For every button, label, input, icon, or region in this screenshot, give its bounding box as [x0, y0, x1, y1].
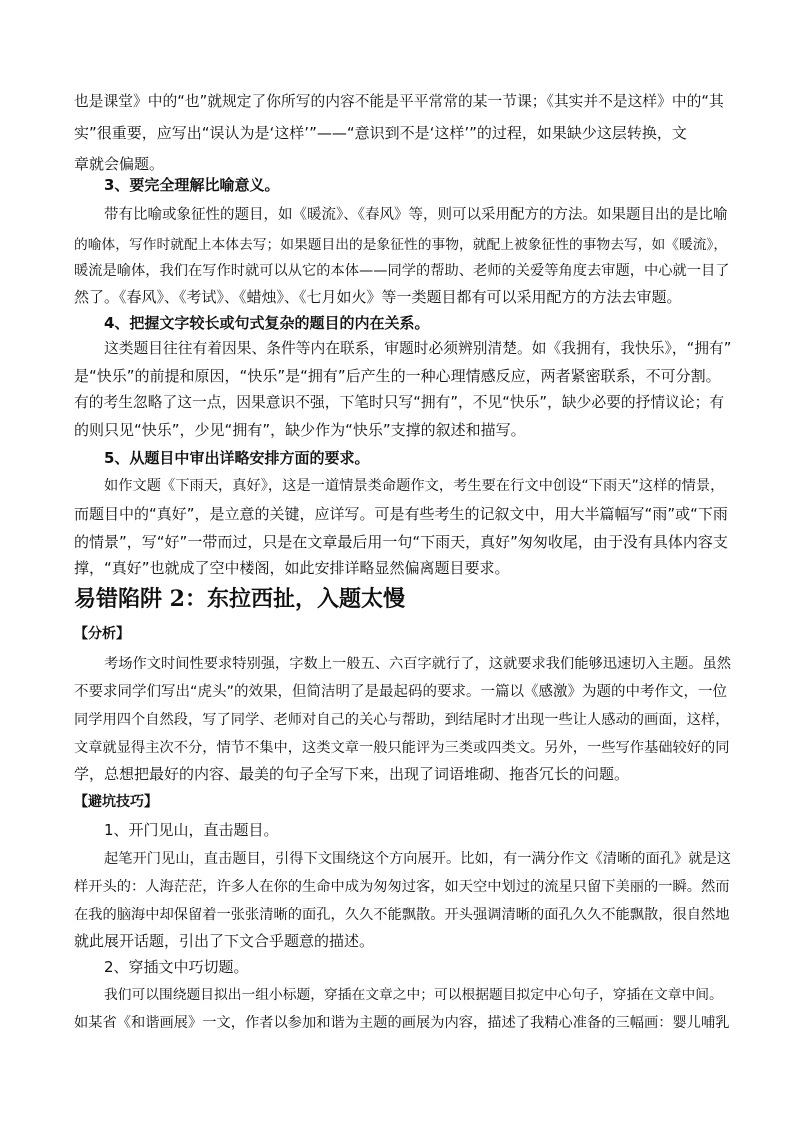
paragraph-line: 这类题目往往有着因果、条件等内在联系，审题时必须辨别清楚。如《我拥有，我快乐》，“拥有”: [104, 340, 732, 357]
paragraph-line: 的则只见“快乐”，少见“拥有”，缺少作为“快乐”支撑的叙述和描写。: [74, 421, 526, 439]
paragraph-line: 文章就显得主次不分，情节不集中，这类文章一般只能评为三类或四类文。另外，一些写作基础较好的同: [74, 740, 730, 756]
paragraph-line: 我们可以围绕题目拟出一组小标题，穿插在文章之中；可以根据题目拟定中心句子，穿插在文章中间。: [104, 987, 723, 1003]
paragraph-line: 的喻体，写作时就配上本体去写；如果题目出的是象征性的事物，就配上被象征性的事物去写，如《暖流》，: [74, 237, 728, 253]
paragraph-line: 考场作文时间性要求特别强，字数上一般五、六百字就行了，这就要求我们能够迅速切入主题。虽然: [104, 656, 732, 672]
section-heading-4: 4、把握文字较长或句式复杂的题目的内在关系。: [104, 314, 430, 332]
analysis-label: 【分析】: [74, 626, 130, 642]
paragraph-line: 同学用四个自然段，写了同学、老师对自己的关心与帮助，到结尾时才出现一些让人感动的画面，这样，: [74, 712, 730, 728]
paragraph-line: 带有比喻或象征性的题目，如《暖流》、《春风》等，则可以采用配方的方法。如果题目出的是比喻: [104, 207, 728, 223]
paragraph-line: 的情景”，写“好”一带而过，只是在文章最后用一句“下雨天，真好”匆匆收尾，由于没有具体内容支: [74, 533, 728, 551]
paragraph-line: 有的考生忽略了这一点，因果意识不强，下笔时只写“拥有”，不见“快乐”，缺少必要的抒情议论；有: [74, 394, 725, 411]
paragraph-line: 不要求同学们写出“虎头”的效果，但简洁明了是最起码的要求。一篇以《感激》为题的中考作文，一位: [74, 684, 728, 700]
paragraph-line: 学，总想把最好的内容、最美的句子全写下来，出现了词语堆砌、拖沓冗长的问题。: [74, 765, 630, 783]
paragraph-line: 而题目中的“真好”，是立意的关键，应详写。可是有些考生的记叙文中，用大半篇幅写“雨”或“下雨: [74, 505, 728, 523]
paragraph-line: 暖流是喻体，我们在写作时就可以从它的本体——同学的帮助、老师的关爱等角度去审题，中心就一目了: [74, 263, 730, 279]
section-heading-3: 3、要完全理解比喻意义。: [104, 176, 280, 194]
paragraph-line: 样开头的：人海茫茫，许多人在你的生命中成为匆匆过客，如天空中划过的流星只留下美丽的一瞬。然而: [74, 879, 730, 895]
paragraph-line: 起笔开门见山，直击题目，引得下文围绕这个方向展开。比如，有一满分作文《清晰的面孔》就是这: [104, 851, 732, 867]
paragraph-line: 然了。《春风》、《考试》、《蜡烛》、《七月如火》等一类题目都有可以采用配方的方法去审题。: [74, 288, 682, 306]
trap-heading: 易错陷阱 2：东拉西扯，入题太慢: [74, 586, 405, 612]
paragraph-line: 也是课堂》中的“也”就规定了你所写的内容不能是平平常常的某一节课；《其实并不是这样》中的“其: [74, 93, 724, 110]
paragraph-line: 在我的脑海中却保留着一张张清晰的面孔，久久不能飘散。开头强调清晰的面孔久久不能飘散，很自然地: [74, 907, 730, 923]
paragraph-line: 如某省《和谐画展》一文，作者以参加和谐为主题的画展为内容，描述了我精心准备的三幅画：婴儿哺乳: [74, 1015, 730, 1031]
paragraph-line: 章就会偏题。: [74, 155, 165, 173]
section-heading-5: 5、从题目中审出详略安排方面的要求。: [104, 449, 370, 467]
paragraph-line: 撑，“真好”也就成了空中楼阁，如此安排详略显然偏离题目要求。: [74, 559, 510, 577]
paragraph-line: 是“快乐”的前提和原因，“快乐”是“拥有”后产生的一种心理情感反应，两者紧密联系，不可分割。: [74, 367, 721, 385]
tip-heading-2: 2、穿插文中巧切题。: [104, 958, 249, 976]
tips-label: 【避坑技巧】: [74, 794, 158, 810]
paragraph-line: 就此展开话题，引出了下文合乎题意的描述。: [74, 932, 375, 950]
tip-heading-1: 1、开门见山，直击题目。: [104, 821, 279, 839]
paragraph-line: 实”很重要，应写出“误认为是‘这样’”——“意识到不是‘这样’”的过程，如果缺少这层转换，文: [74, 124, 687, 142]
paragraph-line: 如作文题《下雨天，真好》，这是一道情景类命题作文，考生要在行文中创设“下雨天”这样的情景，: [104, 478, 725, 494]
